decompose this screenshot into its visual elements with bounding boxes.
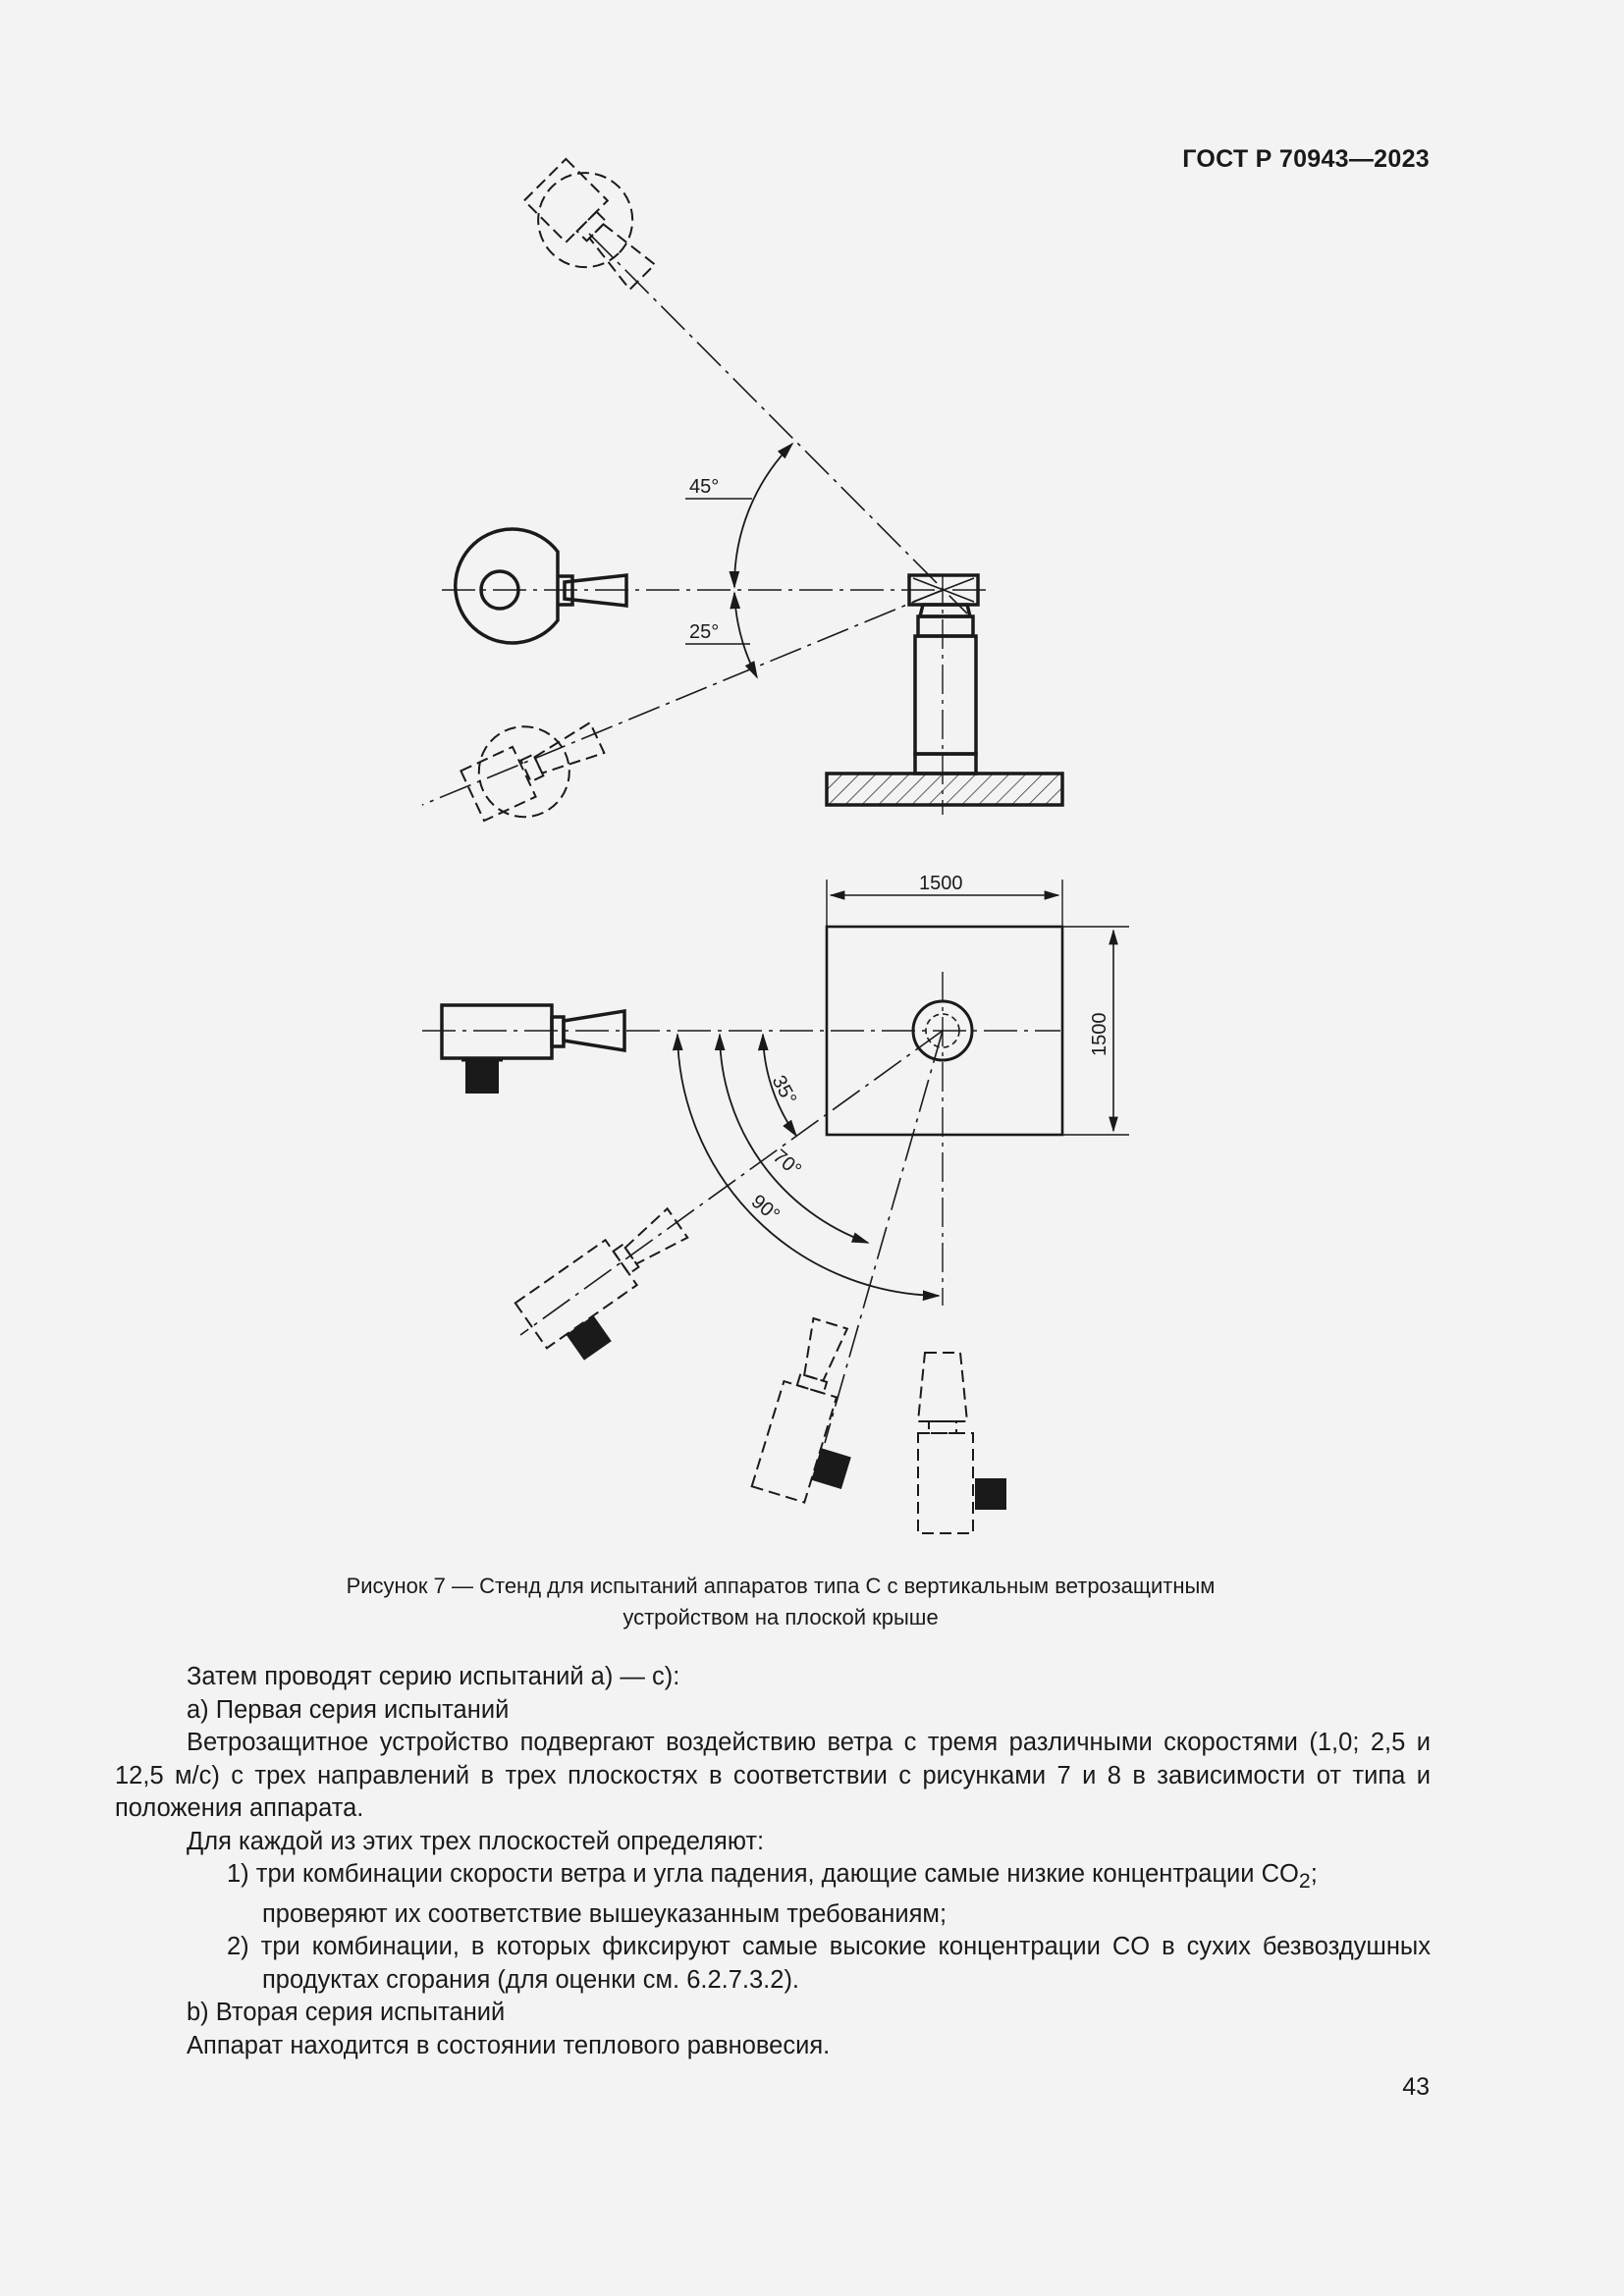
caption-line-1: Рисунок 7 — Стенд для испытаний аппаратов типа С с вертикальным ветрозащитным bbox=[346, 1574, 1216, 1598]
elevation-view bbox=[422, 146, 1062, 836]
list-item-2 bbox=[115, 1931, 1431, 1997]
figure-caption bbox=[196, 1571, 1365, 1633]
angle-45-label: 45° bbox=[689, 476, 720, 498]
paragraph-series-b: b) Вторая серия испытаний bbox=[187, 1999, 506, 2027]
stand bbox=[827, 575, 1062, 805]
paragraph-equilibrium: Аппарат находится в состоянии теплового равновесия. bbox=[187, 2031, 831, 2059]
page-number: 43 bbox=[1402, 2073, 1430, 2101]
apparatus-down-25 bbox=[454, 697, 617, 837]
dimension-width-label: 1500 bbox=[919, 873, 963, 894]
list-item-1 bbox=[115, 1858, 1431, 1931]
list-text-2: три комбинации, в которых фиксируют самые высокие концентрации CO в сухих безвоздушных продуктах сгорания (для оценки см. 6.2.7.3.2). bbox=[260, 1933, 1431, 1994]
paragraph-planes: Для каждой из этих трех плоскостей определяют: bbox=[187, 1827, 765, 1855]
document-code: ГОСТ Р 70943—2023 bbox=[1182, 145, 1430, 173]
apparatus-plan-0 bbox=[442, 1005, 624, 1094]
list-marker-1: 1) bbox=[227, 1860, 249, 1888]
subscript: 2 bbox=[1298, 1869, 1311, 1894]
paragraph-intro: Затем проводят серию испытаний а) — с): bbox=[187, 1663, 680, 1690]
apparatus-horizontal bbox=[456, 529, 626, 643]
apparatus-plan-90 bbox=[918, 1353, 1006, 1533]
body-text bbox=[115, 1661, 1431, 2062]
apparatus-up-45 bbox=[512, 146, 676, 310]
angle-90-label: 90° bbox=[746, 1190, 785, 1227]
angle-35-label: 35° bbox=[767, 1072, 801, 1109]
angle-70-label: 70° bbox=[768, 1145, 806, 1182]
dimension-height-label: 1500 bbox=[1089, 1012, 1110, 1056]
list-text-1-tail: ; bbox=[1310, 1860, 1318, 1888]
angle-25-label: 25° bbox=[689, 621, 720, 643]
paragraph-wind-test: Ветрозащитное устройство подвергают воздействию ветра с тремя различными скоростями (1,0; 2,5 и 12,5 м/с) с трех направлений в трех плоскостях в соответствии с рисунками 7 и 8 в зависимости от типа и положения аппарата. bbox=[115, 1729, 1431, 1822]
paragraph-series-a: а) Первая серия испытаний bbox=[187, 1695, 510, 1724]
apparatus-plan-35 bbox=[515, 1201, 712, 1373]
apparatus-plan-70 bbox=[752, 1315, 887, 1512]
list-text-1-cont: проверяют их соответствие вышеуказанным требованиям; bbox=[262, 1899, 947, 1928]
list-marker-2: 2) bbox=[227, 1933, 249, 1961]
list-text-1: три комбинации скорости ветра и угла падения, дающие самые низкие концентрации CO bbox=[255, 1860, 1299, 1888]
caption-line-2: устройством на плоской крыше bbox=[623, 1605, 939, 1629]
